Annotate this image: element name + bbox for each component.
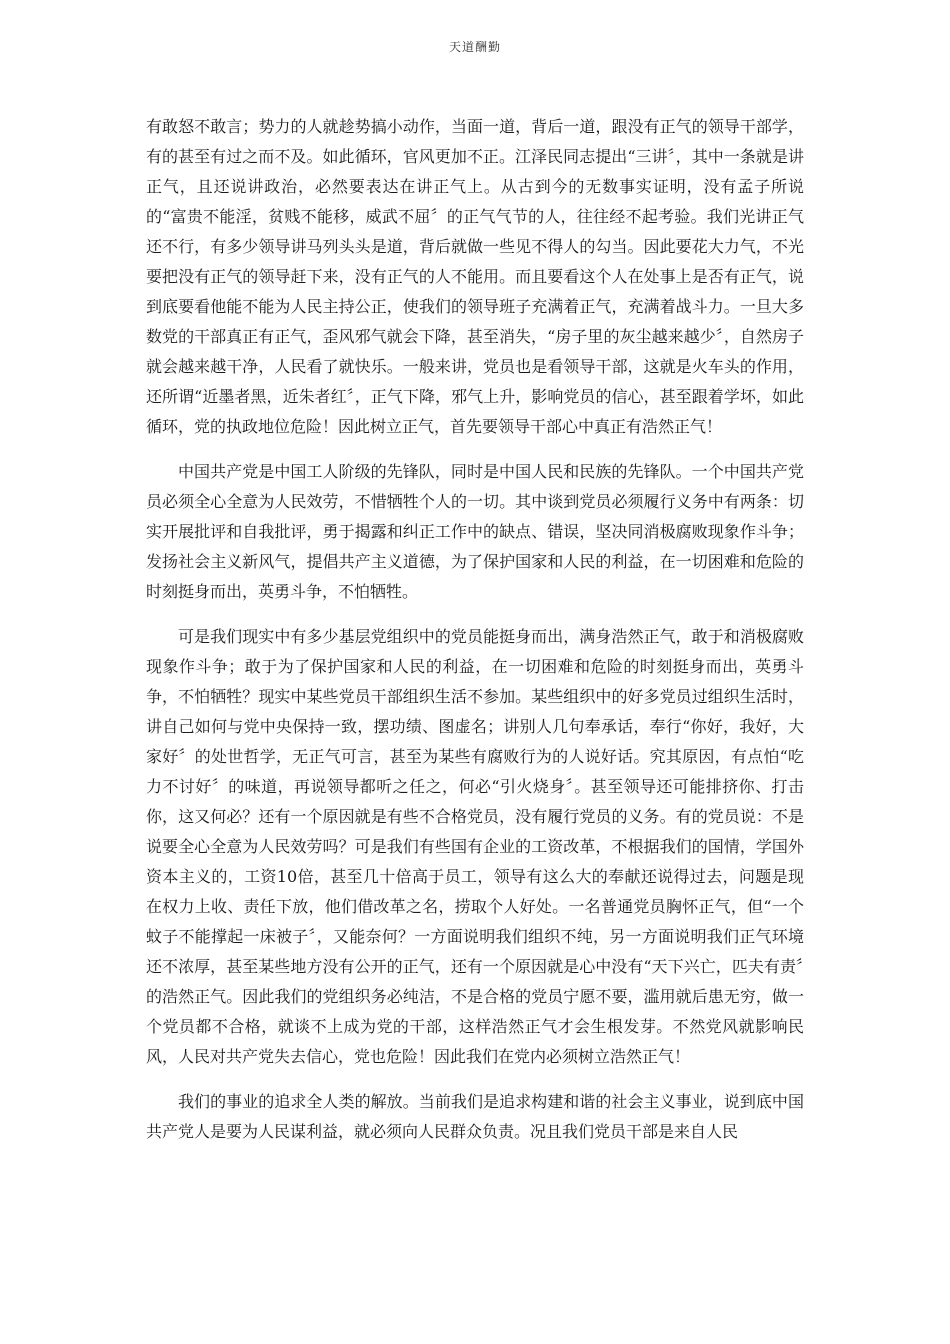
paragraph: 我们的事业的追求全人类的解放。当前我们是追求构建和谐的社会主义事业，说到底中国共产党人是要为人民谋利益，就必须向人民群众负责。况且我们党员干部是来自人民 (146, 1092, 804, 1141)
paragraph: 有敢怒不敢言；势力的人就趁势搞小动作，当面一道，背后一道，跟没有正气的领导干部学，有的甚至有过之而不及。如此循环，官风更加不正。江泽民同志提出“三讲〞，其中一条就是讲正气，且还说讲政治，必然要表达在讲正气上。从古到今的无数事实证明，没有孟子所说的“富贵不能淫，贫贱不能移，威武不屈〞的正气气节的人，往往经不起考验。我们光讲正气还不行，有多少领导讲马列头头是道，背后就做一些见不得人的勾当。因此要花大力气，不光要把没有正气的领导赶下来，没有正气的人不能用。而且要看这个人在处事上是否有正气，说到底要看他能不能为人民主持公正，使我们的领导班子充满着正气，充满着战斗力。一旦大多数党的干部真正有正气，歪风邪气就会下降，甚至消失，“房子里的灰尘越来越少〞，自然房子就会越来越干净，人民看了就快乐。一般来讲，党员也是看领导干部，这就是火车头的作用，还所谓“近墨者黑，近朱者红〞，正气下降，邪气上升，影响党员的信心，甚至跟着学坏，如此循环，党的执政地位危险！因此树立正气，首先要领导干部心中真正有浩然正气！ (146, 117, 804, 436)
paragraph: 可是我们现实中有多少基层党组织中的党员能挺身而出，满身浩然正气，敢于和消极腐败现象作斗争；敢于为了保护国家和人民的利益，在一切困难和危险的时刻挺身而出，英勇斗争，不怕牺牲？现实中某些党员干部组织生活不参加。某些组织中的好多党员过组织生活时，讲自己如何与党中央保持一致，摆功绩、图虚名；讲别人几句奉承话，奉行“你好，我好，大家好〞的处世哲学，无正气可言，甚至为某些有腐败行为的人说好话。究其原因，有点怕“吃力不讨好〞的味道，再说领导都听之任之，何必“引火烧身〞。甚至领导还可能排挤你、打击你，这又何必？还有一个原因就是有些不合格党员，没有履行党员的义务。有的党员说：不是说要全心全意为人民效劳吗？可是我们有些国有企业的工资改革，不根据我们的国情，学国外资本主义的，工资10倍，甚至几十倍高于员工，领导有这么大的奉献还说得过去，问题是现在权力上收、责任下放，他们借改革之名，捞取个人好处。一名普通党员胸怀正气，但“一个蚊子不能撑起一床被子〞，又能奈何？一方面说明我们组织不纯，另一方面说明我们正气环境还不浓厚，甚至某些地方没有公开的正气，还有一个原因就是心中没有“天下兴亡，匹夫有责〞的浩然正气。因此我们的党组织务必纯洁，不是合格的党员宁愿不要，滥用就后患无穷，做一个党员都不合格，就谈不上成为党的干部，这样浩然正气才会生根发芽。不然党风就影响民风，人民对共产党失去信心，党也危险！因此我们在党内必须树立浩然正气！ (146, 627, 804, 1066)
document-body (146, 112, 804, 1162)
page-header: 天道酬勤 (448, 40, 501, 54)
paragraph: 中国共产党是中国工人阶级的先锋队，同时是中国人民和民族的先锋队。一个中国共产党员必须全心全意为人民效劳，不惜牺牲个人的一切。其中谈到党员必须履行义务中有两条：切实开展批评和自我批评，勇于揭露和纠正工作中的缺点、错误，坚决同消极腐败现象作斗争；发扬社会主义新风气，提倡共产主义道德，为了保护国家和人民的利益，在一切困难和危险的时刻挺身而出，英勇斗争，不怕牺牲。 (146, 462, 804, 601)
